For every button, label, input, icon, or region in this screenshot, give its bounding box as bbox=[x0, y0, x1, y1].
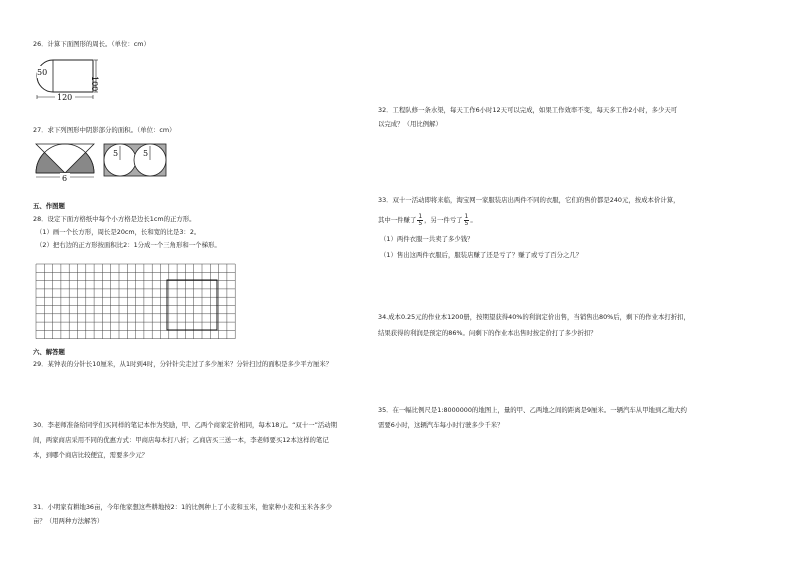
question-34-line-2: 结果获得的利润是预定的86%。问剩下的作业本出售时按定价打了多少折扣？ bbox=[378, 329, 597, 337]
question-33-part-2: （1）售出这两件衣服后，服装店赚了还是亏了？赚了或亏了百分之几？ bbox=[380, 251, 583, 259]
figure-label-120: 120 bbox=[57, 93, 73, 102]
fraction-one-fifth-b: $\frac{1}{5}$ bbox=[464, 212, 469, 227]
figure-label-5b: 5 bbox=[143, 149, 149, 158]
question-30-line-1: 30．李老师准备给同学们买同样的笔记本作为奖励，甲、乙两个商家定价相同，每本18元。“双十一”活动期 bbox=[33, 421, 338, 429]
fraction-one-fifth-a: $\frac{1}{5}$ bbox=[418, 212, 423, 227]
shaded-semicircle-figure bbox=[34, 140, 96, 182]
question-34-line-1: 34.成本0.25元的作业本1200册，按期望获得40%的利润定价出售，当销售出80%后，剩下的作业本打折扣， bbox=[378, 313, 690, 321]
figure-label-5a: 5 bbox=[113, 149, 119, 158]
question-30-line-3: 本，到哪个商店比较便宜，需要多少元？ bbox=[33, 451, 149, 459]
shaded-circles-figure bbox=[102, 140, 168, 182]
question-27: 27．求下列图形中阴影部分的面积。（单位：cm） bbox=[33, 126, 176, 134]
question-35-line-2: 需要6小时，这辆汽车每小时行驶多少千米？ bbox=[378, 421, 504, 429]
q33-text-c: 。 bbox=[470, 216, 477, 224]
question-26: 26．计算下面图形的周长。（单位：cm） bbox=[33, 40, 150, 48]
figure-label-50: 50 bbox=[37, 68, 48, 77]
question-32-line-1: 32．工程队修一条水渠，每天工作6小时12天可以完成，如果工作效率不变，每天多工作2小时，多少天可 bbox=[378, 106, 678, 114]
q33-text-a: 其中一件赚了 bbox=[378, 216, 417, 224]
question-33-line-1: 33．双十一活动即将来临，淘宝网一家服装店出两件不同的衣服，它们的售价都是240元，按成本价计算， bbox=[378, 196, 680, 204]
question-30-line-2: 间，两家商店采用不同的优惠方式：甲商店每本打八折；乙商店买三送一本，李老师要买12本这样的笔记 bbox=[33, 436, 329, 444]
q33-text-b: ，另一件亏了 bbox=[424, 216, 463, 224]
question-35-line-1: 35．在一幅比例尺是1:8000000的地图上，量的甲、乙两地之间的距离是9厘米。一辆汽车从甲地到乙地大约 bbox=[378, 406, 687, 414]
figure-label-100: 100 bbox=[90, 76, 99, 92]
grid-paper bbox=[35, 263, 275, 341]
question-28-part-1: （1）画一个长方形，周长是20cm，长和宽的比是3：2。 bbox=[36, 228, 201, 236]
perimeter-figure bbox=[33, 58, 108, 102]
question-28-part-2: （2）把右边的正方形按面积比2：1分成一个三角形和一个梯形。 bbox=[36, 241, 221, 249]
question-32-line-2: 以完成？（用比例解） bbox=[378, 120, 442, 128]
square-to-divide bbox=[167, 280, 217, 330]
question-31-line-1: 31．小明家有耕地36亩，今年他家想这些耕地按2：1的比例种上了小麦和玉米，他家种小麦和玉米各多少 bbox=[33, 503, 333, 511]
question-33-part-1: （1）两件衣服一共卖了多少钱？ bbox=[380, 235, 474, 243]
section-6-title: 六、解答题 bbox=[33, 348, 65, 356]
section-5-title: 五、作图题 bbox=[33, 202, 65, 210]
question-29: 29．某钟表的分针长10厘米，从1时到4时，分针针尖走过了多少厘米？分针扫过的面积是多少平方厘米？ bbox=[33, 360, 333, 368]
question-33-line-2 bbox=[378, 213, 477, 227]
question-28: 28．设定下面方格纸中每个小方格是边长1cm的正方形。 bbox=[33, 215, 196, 223]
figure-label-6: 6 bbox=[62, 174, 68, 182]
question-31-line-2: 亩？（用两种方法解答） bbox=[33, 517, 104, 525]
